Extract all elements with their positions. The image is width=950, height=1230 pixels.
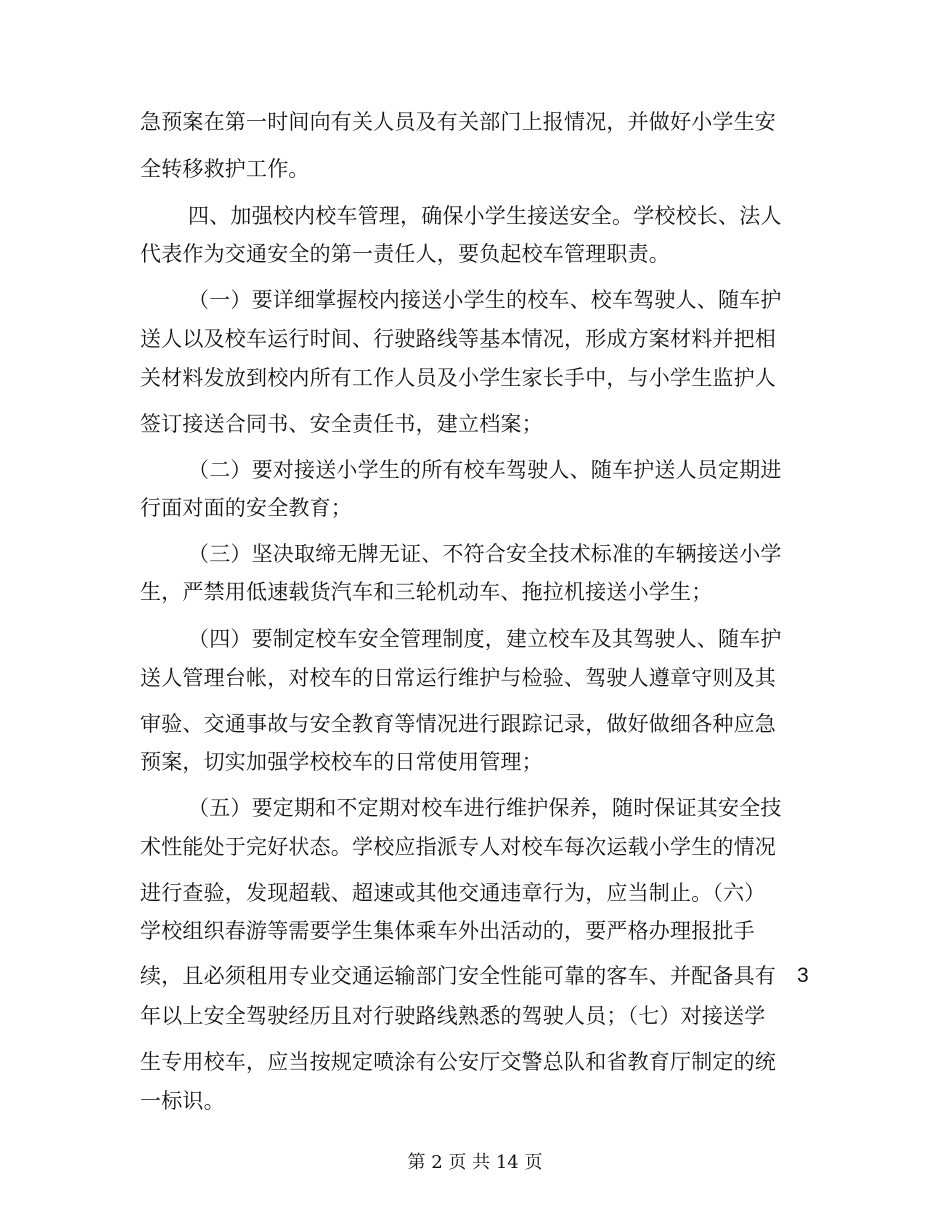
text-line-9: （二）要对接送小学生的所有校车驾驶人、随车护送人员定期进 bbox=[188, 458, 782, 482]
text-line-3: 四、加强校内校车管理，确保小学生接送安全。学校校长、法人 bbox=[188, 204, 782, 228]
text-line-21: 续，且必须租用专业交通运输部门安全性能可靠的客车、并配备具有 bbox=[140, 964, 776, 988]
text-line-17: （五）要定期和不定期对校车进行维护保养，随时保证其安全技 bbox=[188, 796, 782, 820]
text-line-1: 急预案在第一时间向有关人员及有关部门上报情况，并做好小学生安 bbox=[140, 110, 776, 134]
text-line-12: 生，严禁用低速载货汽车和三轮机动车、拖拉机接送小学生； bbox=[140, 580, 713, 604]
text-line-7: 关材料发放到校内所有工作人员及小学生家长手中，与小学生监护人 bbox=[140, 366, 776, 390]
text-line-22: 年以上安全驾驶经历且对行驶路线熟悉的驾驶人员；（七）对接送学 bbox=[140, 1004, 766, 1028]
text-line-19: 进行查验，发现超载、超速或其他交通违章行为，应当制止。（六） bbox=[140, 881, 766, 905]
text-line-24: 一标识。 bbox=[140, 1089, 225, 1113]
text-line-8: 签订接送合同书、安全责任书，建立档案； bbox=[140, 412, 543, 436]
text-line-14: 送人管理台帐，对校车的日常运行维护与检验、驾驶人遵章守则及其 bbox=[140, 666, 776, 690]
text-line-23: 生专用校车，应当按规定喷涂有公安厅交警总队和省教育厅制定的统 bbox=[140, 1050, 776, 1074]
text-line-20: 学校组织春游等需要学生集体乘车外出活动的，要严格办理报批手 bbox=[140, 919, 755, 943]
text-line-18: 术性能处于完好状态。学校应指派专人对校车每次运载小学生的情况 bbox=[140, 835, 776, 859]
text-line-15: 审验、交通事故与安全教育等情况进行跟踪记录，做好做细各种应急 bbox=[140, 712, 776, 736]
text-line-10: 行面对面的安全教育； bbox=[140, 496, 352, 520]
text-line-11: （三）坚决取缔无牌无证、不符合安全技术标准的车辆接送小学 bbox=[188, 542, 782, 566]
page-footer: 第 2 页 共 14 页 bbox=[407, 1152, 543, 1173]
text-line-4: 代表作为交通安全的第一责任人，要负起校车管理职责。 bbox=[140, 242, 670, 266]
text-line-13: （四）要制定校车安全管理制度，建立校车及其驾驶人、随车护 bbox=[188, 627, 782, 651]
text-line-16: 预案，切实加强学校校车的日常使用管理； bbox=[140, 750, 543, 774]
text-line-6: 送人以及校车运行时间、行驶路线等基本情况，形成方案材料并把相 bbox=[140, 327, 776, 351]
side-number-mark: 3 bbox=[797, 964, 809, 987]
text-line-5: （一）要详细掌握校内接送小学生的校车、校车驾驶人、随车护 bbox=[188, 288, 782, 312]
text-line-2: 全转移救护工作。 bbox=[140, 157, 310, 181]
